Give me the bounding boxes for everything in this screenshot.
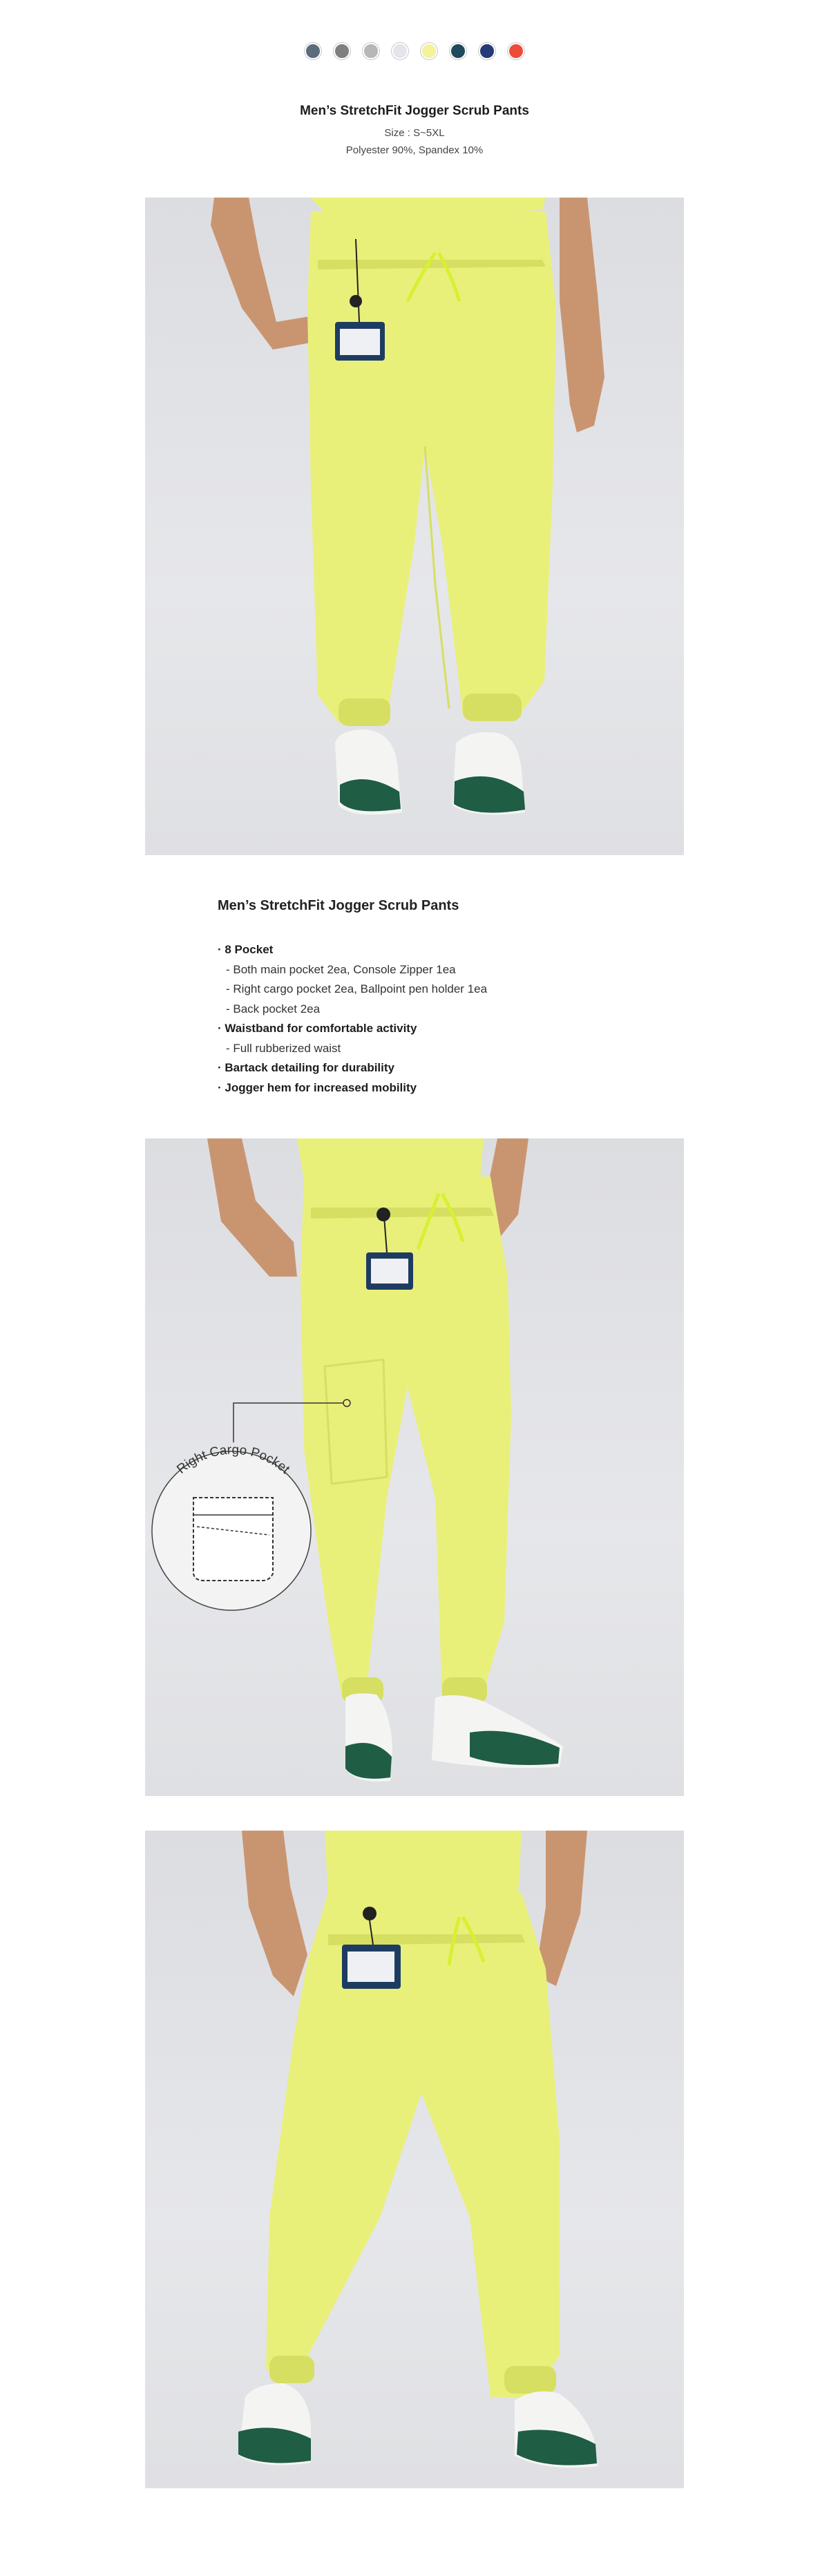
pants <box>266 1893 560 2397</box>
badge-reel <box>377 1208 390 1221</box>
color-swatch-navy[interactable] <box>479 43 495 59</box>
feature-line: · Bartack detailing for durability <box>218 1061 394 1074</box>
color-swatch-steel-blue[interactable] <box>305 43 321 59</box>
color-swatch-red[interactable] <box>508 43 524 59</box>
product-photo-cargo-pocket <box>145 1138 684 1796</box>
feature-line: - Full rubberized waist <box>226 1041 341 1055</box>
product-description <box>218 898 632 1098</box>
shirt-hem <box>297 1138 484 1180</box>
color-swatch-list <box>0 43 829 59</box>
feature-line: - Right cargo pocket 2ea, Ballpoint pen holder 1ea <box>226 982 488 995</box>
color-swatch-teal[interactable] <box>450 43 466 59</box>
feature-line: - Both main pocket 2ea, Console Zipper 1ea <box>226 962 456 976</box>
color-swatch-light-grey[interactable] <box>392 43 408 59</box>
feature-line: · 8 Pocket <box>218 943 274 956</box>
product-material: Polyester 90%, Spandex 10% <box>345 144 484 156</box>
feature-line: - Back pocket 2ea <box>226 1002 321 1015</box>
shirt-hem <box>311 198 546 213</box>
badge-reel <box>363 1907 377 1920</box>
pocket-diagram <box>193 1498 273 1581</box>
color-swatch-charcoal[interactable] <box>334 43 350 59</box>
badge-reel <box>350 295 362 307</box>
pants <box>307 211 556 723</box>
model-illustration-3 <box>145 1831 684 2488</box>
shirt <box>325 1831 522 1896</box>
product-size: Size : S~5XL <box>384 127 445 139</box>
model-illustration-1 <box>145 198 684 855</box>
product-photo-hands-in-pockets <box>145 1831 684 2488</box>
feature-line: · Jogger hem for increased mobility <box>218 1080 417 1094</box>
left-arm <box>207 1138 297 1277</box>
right-arm <box>560 198 604 432</box>
callout-label: Right Cargo Pocket <box>174 1442 293 1477</box>
description-title: Men’s StretchFit Jogger Scrub Pants <box>218 898 459 913</box>
color-swatch-lime[interactable] <box>421 43 437 59</box>
product-header <box>0 104 829 162</box>
product-photo-front-pocket <box>145 198 684 855</box>
feature-list <box>218 940 632 1098</box>
model-illustration-2 <box>145 1138 684 1796</box>
left-arm <box>211 198 318 350</box>
product-title: Men’s StretchFit Jogger Scrub Pants <box>300 104 529 118</box>
color-swatch-grey[interactable] <box>363 43 379 59</box>
feature-line: · Waistband for comfortable activity <box>218 1022 417 1035</box>
left-arm <box>242 1831 307 1996</box>
